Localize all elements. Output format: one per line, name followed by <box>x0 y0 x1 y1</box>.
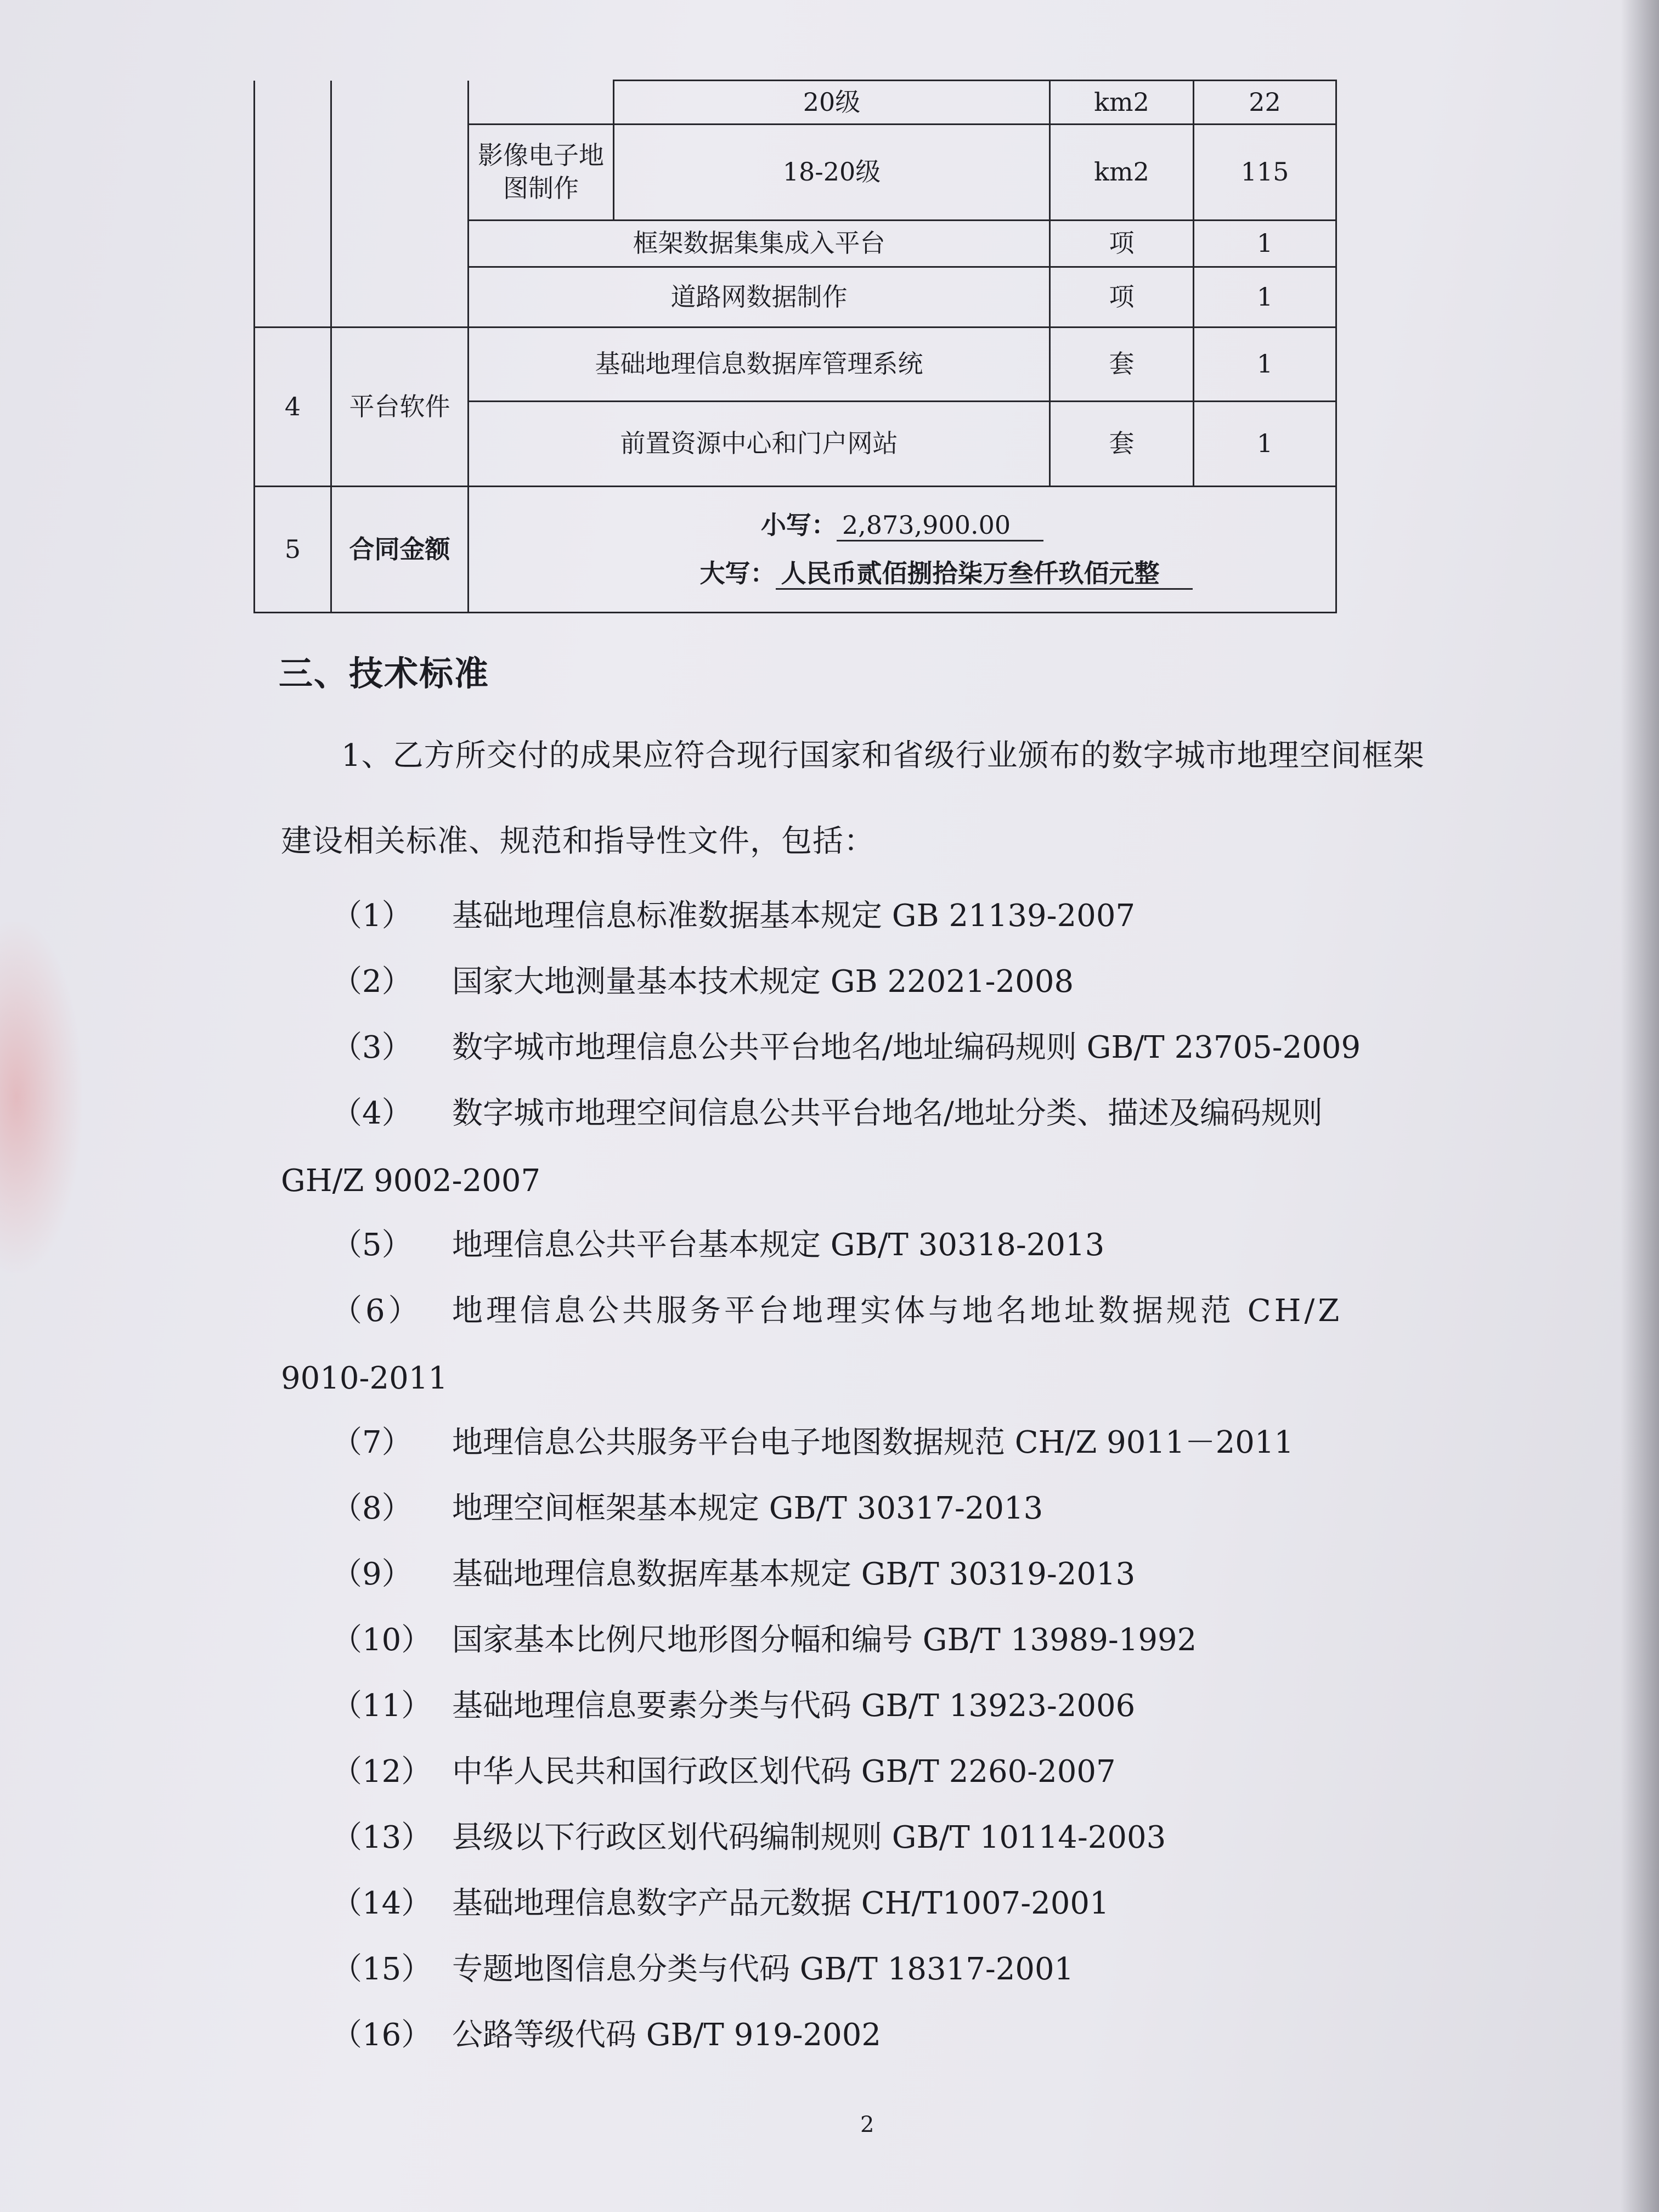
level-cell: 20级 <box>614 81 1050 125</box>
item-number: （1） <box>331 898 413 934</box>
list-item <box>281 1031 1449 1064</box>
item-text: 中华人民共和国行政区划代码 GB/T 2260-2007 <box>452 1754 1116 1790</box>
item-cell: 道路网数据制作 <box>469 267 1050 328</box>
item-number: （3） <box>331 1030 413 1065</box>
qty-cell: 1 <box>1194 402 1336 487</box>
list-item <box>281 1953 1449 1986</box>
amount-lowercase-value: 2,873,900.00 <box>837 510 1043 541</box>
table-row <box>255 328 1336 402</box>
unit-cell: 项 <box>1050 267 1194 328</box>
qty-cell: 1 <box>1194 328 1336 402</box>
item-text: 国家大地测量基本技术规定 GB 22021-2008 <box>452 964 1074 1000</box>
item-text: 基础地理信息要素分类与代码 GB/T 13923-2006 <box>452 1688 1136 1724</box>
item-number: （6） <box>331 1293 422 1329</box>
item-text: 基础地理信息数字产品元数据 CH/T1007-2001 <box>452 1886 1109 1921</box>
list-item <box>281 1295 1449 1328</box>
item-number: （14） <box>331 1886 432 1921</box>
item-cell: 框架数据集集成入平台 <box>469 221 1050 267</box>
list-item <box>281 1821 1449 1854</box>
category-cell <box>331 81 469 328</box>
list-item <box>281 900 1449 933</box>
amount-uppercase-label: 大写： <box>699 558 776 588</box>
qty-cell: 115 <box>1194 125 1336 221</box>
row-no-cell: 5 <box>255 487 331 613</box>
item-number: （2） <box>331 964 413 1000</box>
list-item-continuation: 9010-2011 <box>281 1361 448 1396</box>
amount-uppercase-value: 人民币贰佰捌拾柒万叁仟玖佰元整 <box>776 558 1193 590</box>
qty-cell: 22 <box>1194 81 1336 125</box>
item-text: 基础地理信息标准数据基本规定 GB 21139-2007 <box>452 898 1136 934</box>
list-item <box>281 1492 1449 1525</box>
list-item <box>281 1426 1449 1459</box>
item-number: （4） <box>331 1096 413 1131</box>
list-item <box>281 966 1449 998</box>
unit-cell: km2 <box>1050 125 1194 221</box>
item-number: （11） <box>331 1688 432 1724</box>
intro-paragraph <box>281 713 1444 884</box>
contract-amount-label: 合同金额 <box>331 487 469 613</box>
list-item <box>281 1097 1449 1130</box>
list-item <box>281 1756 1449 1788</box>
item-text: 地理空间框架基本规定 GB/T 30317-2013 <box>452 1491 1043 1526</box>
item-number: （16） <box>331 2017 432 2053</box>
item-text: 公路等级代码 GB/T 919-2002 <box>452 2017 882 2053</box>
table-row <box>255 81 1336 125</box>
list-item-continuation: GH/Z 9002-2007 <box>281 1163 541 1199</box>
unit-cell: 项 <box>1050 221 1194 267</box>
group-cell <box>469 81 614 125</box>
page-shadow <box>1621 0 1659 2212</box>
item-number: （7） <box>331 1425 413 1460</box>
row-no-cell <box>255 81 331 328</box>
category-cell: 平台软件 <box>331 328 469 487</box>
item-text: 地理信息公共服务平台地理实体与地名地址数据规范 CH/Z <box>452 1293 1343 1329</box>
list-item <box>281 1887 1449 1920</box>
red-seal-bleed <box>0 922 82 1273</box>
list-item <box>281 1624 1449 1657</box>
item-text: 数字城市地理信息公共平台地名/地址编码规则 GB/T 23705-2009 <box>452 1030 1361 1065</box>
item-number: （15） <box>331 1951 432 1987</box>
item-text: 专题地图信息分类与代码 GB/T 18317-2001 <box>452 1951 1074 1987</box>
item-number: （13） <box>331 1820 432 1855</box>
table-row <box>255 487 1336 613</box>
list-item <box>281 1558 1449 1591</box>
item-text: 基础地理信息数据库基本规定 GB/T 30319-2013 <box>452 1556 1136 1592</box>
item-number: （5） <box>331 1227 413 1263</box>
item-text: 国家基本比例尺地形图分幅和编号 GB/T 13989-1992 <box>452 1622 1197 1658</box>
item-number: （8） <box>331 1491 413 1526</box>
amount-uppercase-line <box>473 550 1331 597</box>
unit-cell: km2 <box>1050 81 1194 125</box>
item-text: 地理信息公共平台基本规定 GB/T 30318-2013 <box>452 1227 1105 1263</box>
section-title: 三、技术标准 <box>279 653 490 693</box>
item-text: 地理信息公共服务平台电子地图数据规范 CH/Z 9011－2011 <box>452 1425 1294 1460</box>
item-cell: 基础地理信息数据库管理系统 <box>469 328 1050 402</box>
item-text: 县级以下行政区划代码编制规则 GB/T 10114-2003 <box>452 1820 1166 1855</box>
list-item <box>281 1229 1449 1262</box>
row-no-cell: 4 <box>255 328 331 487</box>
group-cell: 影像电子地图制作 <box>469 125 614 221</box>
qty-cell: 1 <box>1194 221 1336 267</box>
intro-text: 1、乙方所交付的成果应符合现行国家和省级行业颁布的数字城市地理空间框架建设相关标准、规范和指导性文件，包括： <box>281 738 1425 859</box>
amount-lowercase-label: 小写： <box>760 510 837 540</box>
item-number: （9） <box>331 1556 413 1592</box>
contract-amount-cell <box>469 487 1336 613</box>
qty-cell: 1 <box>1194 267 1336 328</box>
amount-lowercase-line <box>473 501 1331 549</box>
item-cell: 前置资源中心和门户网站 <box>469 402 1050 487</box>
list-item <box>281 2019 1449 2052</box>
item-number: （10） <box>331 1622 432 1658</box>
unit-cell: 套 <box>1050 402 1194 487</box>
page-number: 2 <box>860 2112 874 2137</box>
item-number: （12） <box>331 1754 432 1790</box>
level-cell: 18-20级 <box>614 125 1050 221</box>
item-text: 数字城市地理空间信息公共平台地名/地址分类、描述及编码规则 <box>452 1096 1323 1131</box>
deliverables-table <box>253 80 1337 613</box>
unit-cell: 套 <box>1050 328 1194 402</box>
list-item <box>281 1690 1449 1723</box>
